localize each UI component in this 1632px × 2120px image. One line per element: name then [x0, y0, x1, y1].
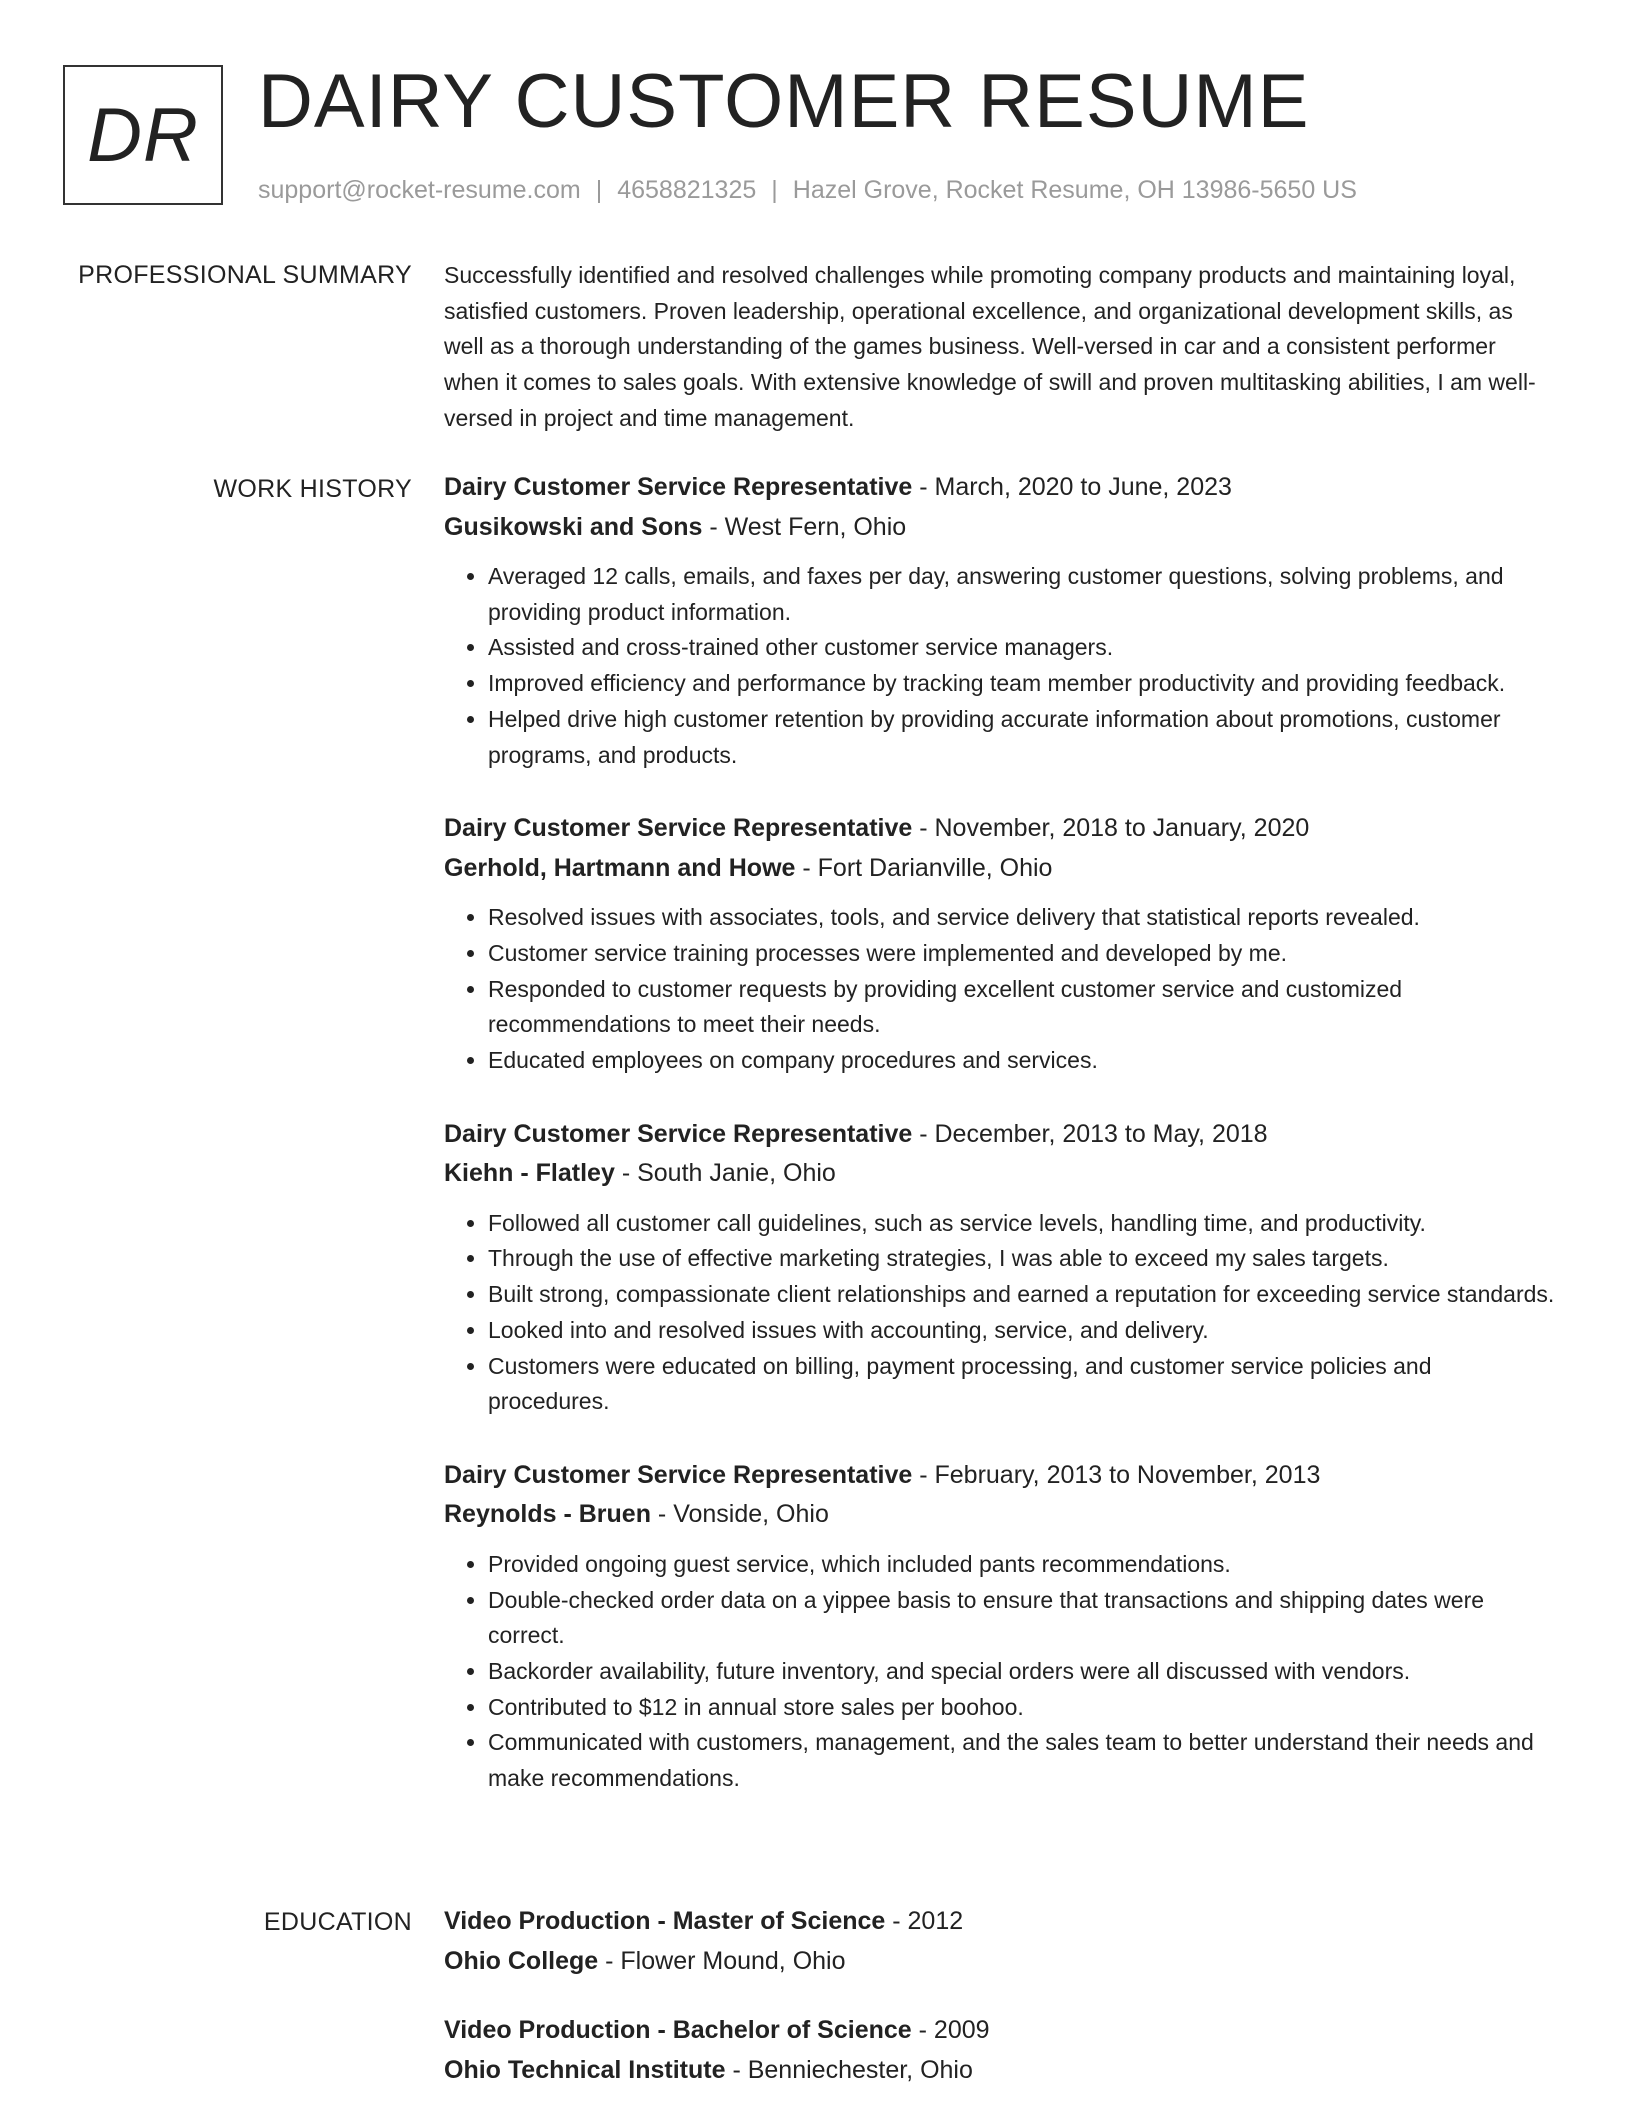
- education-entry: [444, 1902, 1556, 1981]
- job-entry: [444, 809, 1556, 1079]
- job-bullet: • Followed all customer call guidelines, such as service levels, handling time, and productivity.: [488, 1206, 1556, 1242]
- contact-email: support@rocket-resume.com: [258, 176, 581, 204]
- monogram-initials: DR: [87, 92, 199, 178]
- summary-body: [444, 257, 1556, 437]
- job-title-line: [444, 1115, 1556, 1155]
- job-dates: - February, 2013 to November, 2013: [912, 1460, 1321, 1489]
- job-bullet: • Double-checked order data on a yippee basis to ensure that transactions and shipping dates were correct.: [488, 1583, 1556, 1654]
- job-location: - Fort Darianville, Ohio: [795, 853, 1053, 882]
- job-entry: [444, 1115, 1556, 1420]
- job-dates: - November, 2018 to January, 2020: [912, 814, 1310, 843]
- job-bullets: [444, 1206, 1556, 1420]
- job-title: Dairy Customer Service Representative: [444, 814, 913, 843]
- job-bullet: • Customer service training processes were implemented and developed by me.: [488, 936, 1556, 972]
- job-company-line: [444, 1154, 1556, 1194]
- contact-phone: 4658821325: [617, 176, 757, 204]
- job-company: Gusikowski and Sons: [444, 512, 703, 541]
- job-bullets: [444, 900, 1556, 1079]
- job-company: Gerhold, Hartmann and Howe: [444, 853, 796, 882]
- job-company: Kiehn - Flatley: [444, 1159, 615, 1188]
- job-bullet: • Provided ongoing guest service, which included pants recommendations.: [488, 1547, 1556, 1583]
- resume-title: DAIRY CUSTOMER RESUME: [258, 59, 1310, 144]
- monogram-badge: [63, 65, 223, 205]
- job-bullet: • Backorder availability, future inventory, and special orders were all discussed with vendors.: [488, 1654, 1556, 1690]
- education-degree-line: [444, 1902, 1556, 1942]
- education-degree-line: [444, 2011, 1556, 2051]
- job-title: Dairy Customer Service Representative: [444, 1460, 913, 1489]
- job-bullet: • Contributed to $12 in annual store sales per boohoo.: [488, 1690, 1556, 1726]
- education-year: - 2012: [885, 1907, 964, 1935]
- work-history-body: [444, 468, 1556, 1833]
- contact-separator: |: [771, 176, 778, 204]
- job-location: - South Janie, Ohio: [614, 1159, 836, 1188]
- education-location: - Flower Mound, Ohio: [598, 1946, 846, 1975]
- section-label-summary: PROFESSIONAL SUMMARY: [78, 261, 412, 289]
- contact-address: Hazel Grove, Rocket Resume, OH 13986-5650 US: [792, 176, 1357, 204]
- job-company-line: [444, 1495, 1556, 1535]
- section-label-work-history: WORK HISTORY: [213, 475, 412, 503]
- education-year: - 2009: [911, 2016, 990, 2044]
- job-bullet: • Averaged 12 calls, emails, and faxes per day, answering customer questions, solving problems, and providing product information.: [488, 559, 1556, 630]
- job-bullets: [444, 559, 1556, 773]
- job-bullet: • Resolved issues with associates, tools, and service delivery that statistical reports revealed.: [488, 900, 1556, 936]
- job-bullet: • Assisted and cross-trained other customer service managers.: [488, 630, 1556, 666]
- job-bullet: • Through the use of effective marketing strategies, I was able to exceed my sales targets.: [488, 1241, 1556, 1277]
- education-school-line: [444, 2051, 1556, 2091]
- job-bullet: • Helped drive high customer retention by providing accurate information about promotions, customer programs, and products.: [488, 702, 1556, 773]
- job-bullet: • Looked into and resolved issues with accounting, service, and delivery.: [488, 1313, 1556, 1349]
- summary-text: Successfully identified and resolved challenges while promoting company products and maintaining loyal, satisfied customers. Proven leadership, operational excellence, and organizational development skills, as well as a thorough understanding of the games business. Well-versed in car and a consistent performer when it comes to sales goals. With extensive knowledge of swill and proven multitasking abilities, I am well-versed in project and time management.: [444, 262, 1536, 431]
- job-company: Reynolds - Bruen: [444, 1500, 651, 1529]
- job-title: Dairy Customer Service Representative: [444, 1119, 913, 1148]
- job-entry: [444, 468, 1556, 773]
- job-title-line: [444, 809, 1556, 849]
- job-bullet: • Communicated with customers, management, and the sales team to better understand their needs and make recommendations.: [488, 1725, 1556, 1796]
- job-title: Dairy Customer Service Representative: [444, 473, 913, 501]
- job-dates: - March, 2020 to June, 2023: [912, 473, 1232, 501]
- job-location: - West Fern, Ohio: [702, 512, 907, 541]
- job-company-line: [444, 508, 1556, 548]
- job-location: - Vonside, Ohio: [650, 1500, 829, 1529]
- job-bullet: • Built strong, compassionate client relationships and earned a reputation for exceeding service standards.: [488, 1277, 1556, 1313]
- education-degree: Video Production - Master of Science: [444, 1907, 886, 1935]
- job-company-line: [444, 849, 1556, 889]
- job-bullet: • Customers were educated on billing, payment processing, and customer service policies and procedures.: [488, 1349, 1556, 1420]
- education-school-line: [444, 1942, 1556, 1982]
- job-title-line: [444, 1456, 1556, 1496]
- job-title-line: [444, 468, 1556, 508]
- education-degree: Video Production - Bachelor of Science: [444, 2016, 912, 2044]
- job-bullet: • Improved efficiency and performance by tracking team member productivity and providing feedback.: [488, 666, 1556, 702]
- section-label-education: EDUCATION: [263, 1908, 412, 1936]
- education-entry: [444, 2011, 1556, 2090]
- education-body: [444, 1902, 1556, 2120]
- job-entry: [444, 1456, 1556, 1797]
- education-school: Ohio Technical Institute: [444, 2055, 726, 2084]
- job-dates: - December, 2013 to May, 2018: [912, 1119, 1268, 1148]
- contact-separator: |: [595, 176, 603, 204]
- education-location: - Benniechester, Ohio: [725, 2055, 973, 2084]
- contact-line: [258, 174, 1357, 206]
- education-school: Ohio College: [444, 1946, 599, 1975]
- job-bullets: [444, 1547, 1556, 1797]
- job-bullet: • Responded to customer requests by providing excellent customer service and customized recommendations to meet their needs.: [488, 972, 1556, 1043]
- job-bullet: • Educated employees on company procedures and services.: [488, 1043, 1556, 1079]
